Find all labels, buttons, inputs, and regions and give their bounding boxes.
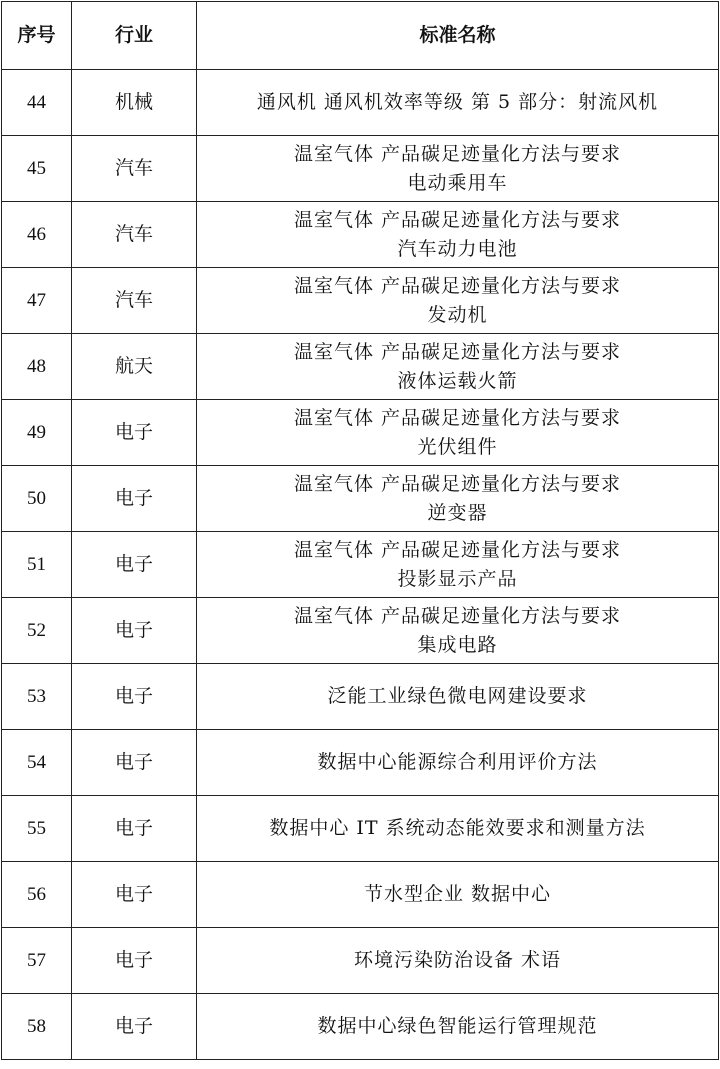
table-row: [2, 400, 719, 466]
table-row: [2, 664, 719, 730]
standard-name-line: 通风机 通风机效率等级 第 5 部分：射流风机: [256, 91, 659, 113]
cell-industry: 电子: [72, 862, 197, 928]
cell-industry: 电子: [72, 532, 197, 598]
table-header-row: [2, 2, 719, 70]
cell-industry: 电子: [72, 730, 197, 796]
cell-serial-number: 56: [2, 862, 72, 928]
standard-name-line: 温室气体 产品碳足迹量化方法与要求: [293, 274, 622, 297]
cell-standard-name: [197, 796, 719, 862]
table-row: [2, 268, 719, 334]
cell-standard-name: [197, 202, 719, 268]
table-row: [2, 862, 719, 928]
standard-name-line: 集成电路: [417, 633, 498, 656]
standard-name-line: 温室气体 产品碳足迹量化方法与要求: [293, 406, 622, 429]
cell-serial-number: 48: [2, 334, 72, 400]
cell-standard-name: [197, 70, 719, 136]
standard-name-line: 环境污染防治设备 术语: [353, 949, 562, 971]
cell-standard-name: [197, 928, 719, 994]
table-row: [2, 598, 719, 664]
cell-industry: 电子: [72, 598, 197, 664]
standard-name-line: 投影显示产品: [397, 567, 518, 590]
cell-serial-number: 46: [2, 202, 72, 268]
standard-name-line: 光伏组件: [417, 435, 498, 458]
standard-name-line: 发动机: [427, 303, 488, 326]
table-row: [2, 334, 719, 400]
cell-serial-number: 44: [2, 70, 72, 136]
cell-industry: 机械: [72, 70, 197, 136]
standard-name-line: 数据中心 IT 系统动态能效要求和测量方法: [269, 817, 646, 839]
table-row: [2, 796, 719, 862]
standard-name-line: 汽车动力电池: [397, 237, 518, 260]
standard-name-line: 数据中心能源综合利用评价方法: [317, 751, 598, 773]
table-body: [2, 70, 719, 1060]
cell-serial-number: 54: [2, 730, 72, 796]
cell-serial-number: 47: [2, 268, 72, 334]
standard-name-line: 电动乘用车: [407, 171, 508, 194]
cell-industry: 航天: [72, 334, 197, 400]
cell-serial-number: 45: [2, 136, 72, 202]
standard-name-line: 温室气体 产品碳足迹量化方法与要求: [293, 472, 622, 495]
cell-standard-name: [197, 466, 719, 532]
table-row: [2, 70, 719, 136]
standard-name-line: 逆变器: [427, 501, 488, 524]
table-row: [2, 994, 719, 1060]
cell-serial-number: 58: [2, 994, 72, 1060]
table-row: [2, 532, 719, 598]
cell-serial-number: 50: [2, 466, 72, 532]
cell-standard-name: [197, 994, 719, 1060]
standards-table: [1, 1, 719, 1060]
header-serial-number: 序号: [2, 2, 72, 70]
cell-serial-number: 49: [2, 400, 72, 466]
cell-standard-name: [197, 862, 719, 928]
standard-name-line: 节水型企业 数据中心: [363, 883, 552, 905]
standard-name-line: 温室气体 产品碳足迹量化方法与要求: [293, 142, 622, 165]
cell-industry: 汽车: [72, 268, 197, 334]
cell-serial-number: 52: [2, 598, 72, 664]
cell-standard-name: [197, 334, 719, 400]
standard-name-line: 温室气体 产品碳足迹量化方法与要求: [293, 538, 622, 561]
cell-industry: 电子: [72, 664, 197, 730]
cell-industry: 汽车: [72, 136, 197, 202]
cell-industry: 电子: [72, 400, 197, 466]
cell-standard-name: [197, 532, 719, 598]
cell-industry: 电子: [72, 796, 197, 862]
table-row: [2, 136, 719, 202]
cell-serial-number: 51: [2, 532, 72, 598]
standard-name-line: 温室气体 产品碳足迹量化方法与要求: [293, 340, 622, 363]
cell-standard-name: [197, 400, 719, 466]
cell-serial-number: 55: [2, 796, 72, 862]
cell-industry: 电子: [72, 466, 197, 532]
cell-industry: 电子: [72, 994, 197, 1060]
standard-name-line: 数据中心绿色智能运行管理规范: [317, 1015, 598, 1037]
standard-name-line: 液体运载火箭: [397, 369, 518, 392]
cell-industry: 电子: [72, 928, 197, 994]
table-row: [2, 730, 719, 796]
table-row: [2, 202, 719, 268]
cell-serial-number: 53: [2, 664, 72, 730]
cell-industry: 汽车: [72, 202, 197, 268]
header-standard-name: 标准名称: [197, 2, 719, 70]
standard-name-line: 温室气体 产品碳足迹量化方法与要求: [293, 208, 622, 231]
table-row: [2, 466, 719, 532]
cell-serial-number: 57: [2, 928, 72, 994]
cell-standard-name: [197, 730, 719, 796]
cell-standard-name: [197, 598, 719, 664]
standard-name-line: 温室气体 产品碳足迹量化方法与要求: [293, 604, 622, 627]
header-industry: 行业: [72, 2, 197, 70]
cell-standard-name: [197, 664, 719, 730]
cell-standard-name: [197, 136, 719, 202]
cell-standard-name: [197, 268, 719, 334]
table-row: [2, 928, 719, 994]
standard-name-line: 泛能工业绿色微电网建设要求: [327, 685, 588, 707]
